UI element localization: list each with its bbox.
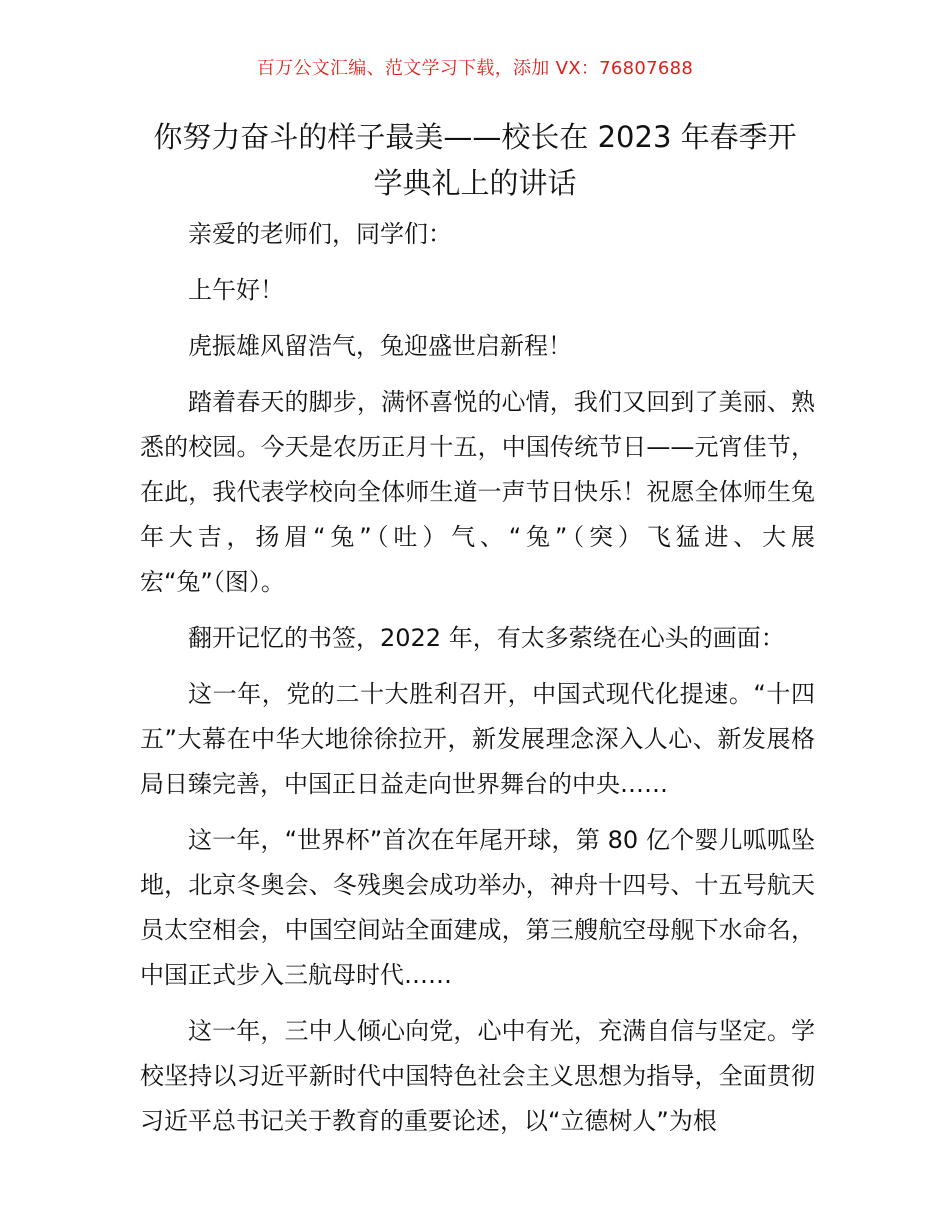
paragraph-party-congress: 这一年，党的二十大胜利召开，中国式现代化提速。“十四五”大幕在中华大地徐徐拉开，新发展理念深入人心、新发展格局日臻完善，中国正日益走向世界舞台的中央…… [140,680,815,798]
paragraph-world-events: 这一年，“世界杯”首次在年尾开球，第 80 亿个婴儿呱呱坠地，北京冬奥会、冬残奥会成功举办，神舟十四号、十五号航天员太空相会，中国空间站全面建成，第三艘航空母舰下水命名，中国正式步入三航母时代…… [140,826,815,989]
paragraph-opening: 踏着春天的脚步，满怀喜悦的心情，我们又回到了美丽、熟悉的校园。今天是农历正月十五，中国传统节日——元宵佳节，在此，我代表学校向全体师生道一声节日快乐！祝愿全体师生兔年大吉，扬眉“兔”（吐）气、“兔”（突）飞猛进、大展宏“兔”（图）。 [140,388,815,596]
document-body [140,212,815,1144]
paragraph-couplet: 虎振雄风留浩气，兔迎盛世启新程！ [188,332,572,360]
paragraph-memory: 翻开记忆的书签，2022 年，有太多萦绕在心头的画面： [188,624,785,652]
page-title: 你努力奋斗的样子最美——校长在 2023 年春季开学典礼上的讲话 [153,120,797,200]
paragraph-salutation: 亲爱的老师们，同学们： [188,220,452,248]
paragraph-school: 这一年，三中人倾心向党，心中有光，充满自信与坚定。学校坚持以习近平新时代中国特色社会主义思想为指导，全面贯彻习近平总书记关于教育的重要论述，以“立德树人”为根 [140,1017,815,1135]
paragraph-greeting: 上午好！ [188,276,284,304]
header-watermark: 百万公文汇编、范文学习下载，添加 VX：76807688 [256,58,694,79]
